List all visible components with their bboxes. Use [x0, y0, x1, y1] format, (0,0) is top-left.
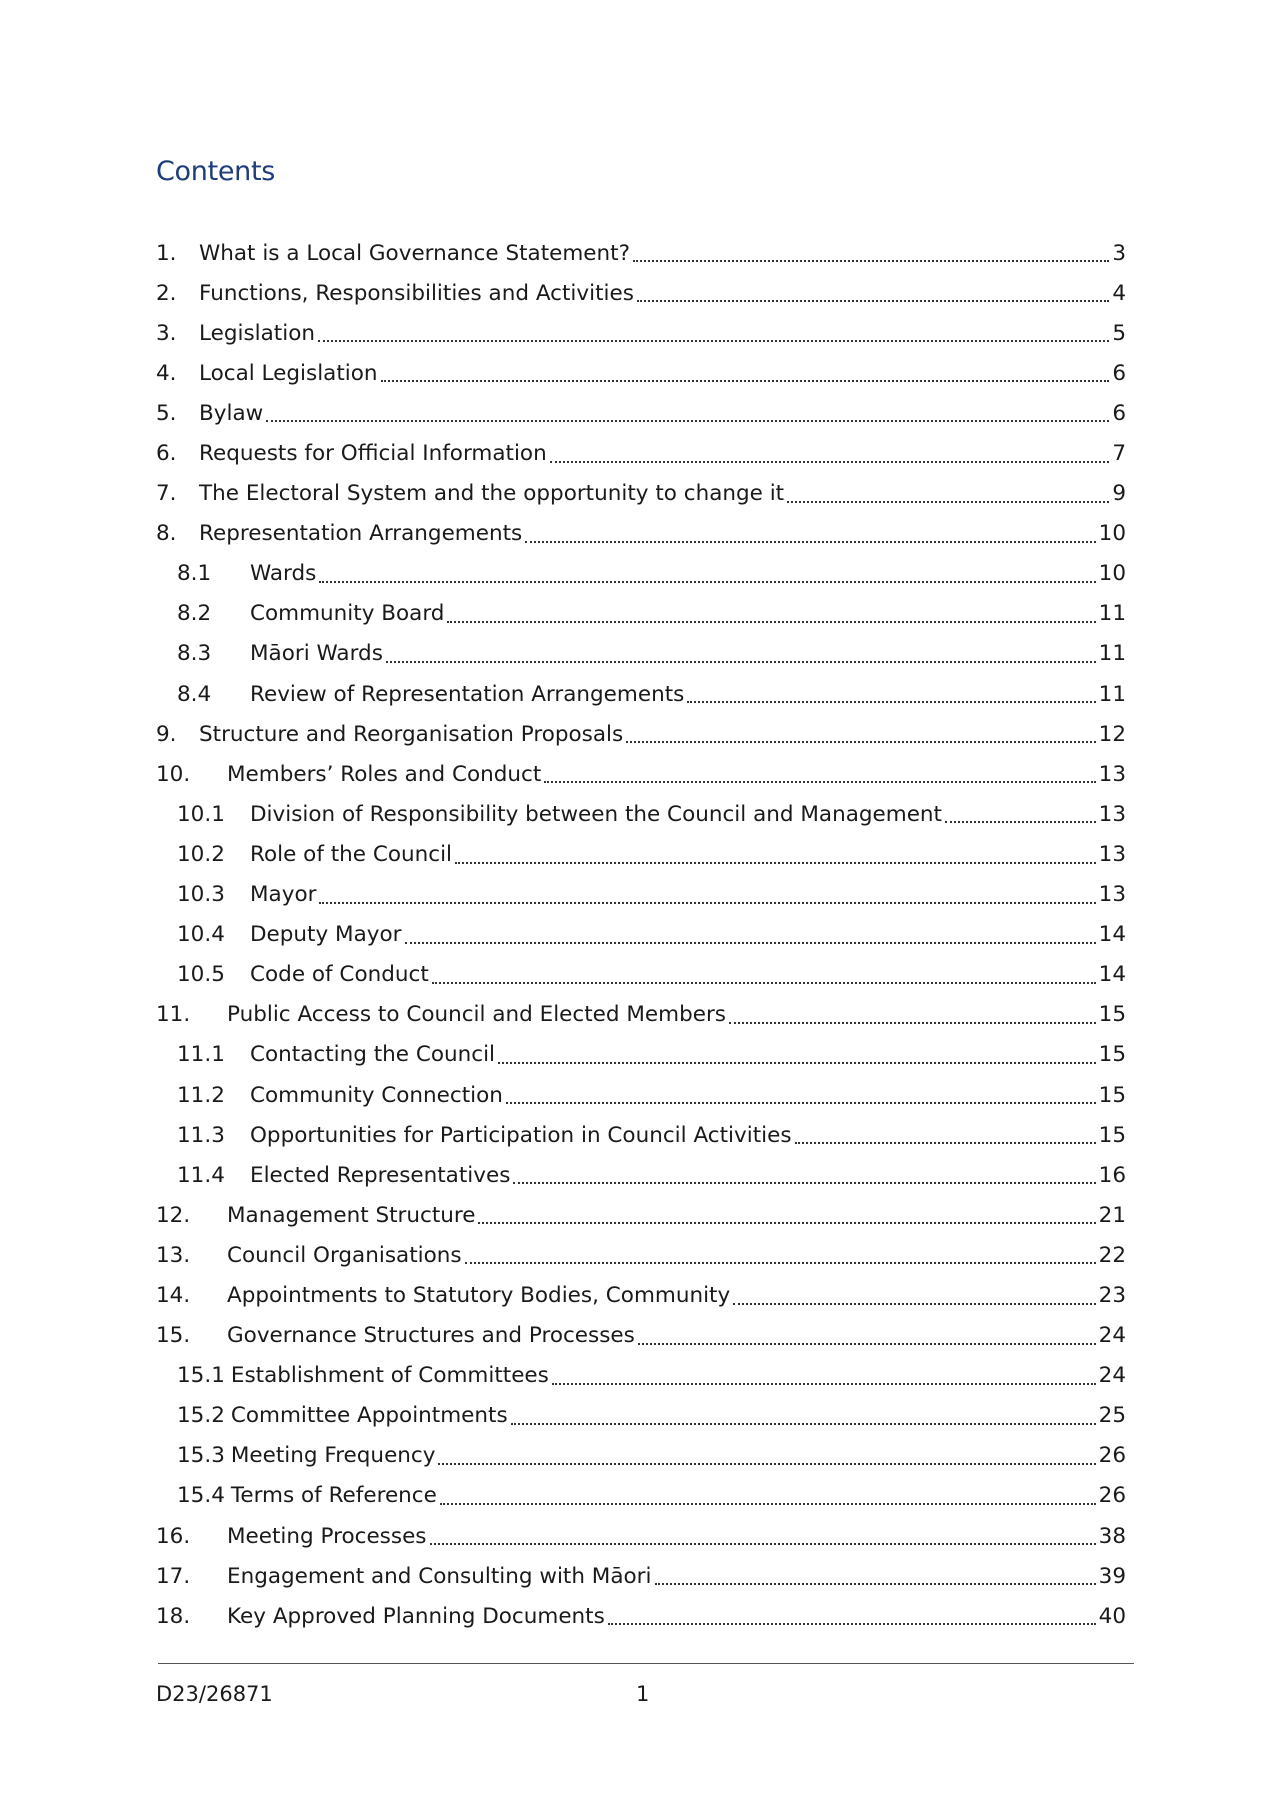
toc-entry[interactable]: [156, 433, 1126, 473]
toc-entry-page: 11: [1098, 681, 1126, 707]
dot-leader: [544, 781, 1095, 783]
toc-entry[interactable]: [156, 1476, 1126, 1516]
toc-entry-title: Wards: [250, 561, 317, 587]
dot-leader: [637, 300, 1109, 302]
toc-entry-number: 8.4: [177, 681, 212, 707]
toc-entry-number: 9.: [156, 721, 177, 747]
toc-entry-title: Elected Representatives: [250, 1162, 511, 1188]
toc-entry-title: The Electoral System and the opportunity to change it: [199, 481, 785, 507]
toc-entry[interactable]: [156, 794, 1126, 834]
toc-entry-title: Requests for Official Information: [199, 441, 547, 467]
toc-entry-page: 6: [1112, 360, 1126, 386]
toc-entry-number: 15.1: [177, 1363, 225, 1389]
toc-entry[interactable]: [156, 1436, 1126, 1476]
dot-leader: [608, 1623, 1096, 1625]
toc-entry-page: 15: [1098, 1042, 1126, 1068]
toc-entry-number: 8.: [156, 521, 177, 547]
toc-entry[interactable]: [156, 955, 1126, 995]
toc-entry-title: Public Access to Council and Elected Members: [227, 1002, 727, 1028]
toc-entry-title: Representation Arrangements: [199, 521, 523, 547]
dot-leader: [319, 581, 1095, 583]
document-reference: D23/26871: [156, 1682, 273, 1706]
toc-entry-title: Key Approved Planning Documents: [227, 1603, 605, 1629]
toc-entry[interactable]: [156, 353, 1126, 393]
dot-leader: [498, 1062, 1096, 1064]
toc-entry-number: 10.1: [177, 801, 225, 827]
table-of-contents: [156, 233, 1126, 1636]
footer-divider: [158, 1663, 1134, 1664]
dot-leader: [511, 1423, 1096, 1425]
toc-entry-page: 12: [1098, 721, 1126, 747]
toc-entry-number: 11.4: [177, 1162, 225, 1188]
toc-entry-number: 2.: [156, 280, 177, 306]
toc-entry[interactable]: [156, 1316, 1126, 1356]
toc-entry-number: 11.2: [177, 1082, 225, 1108]
toc-entry-page: 4: [1112, 280, 1126, 306]
toc-entry-title: Opportunities for Participation in Council Activities: [250, 1122, 792, 1148]
toc-entry-title: Māori Wards: [250, 641, 383, 667]
toc-entry[interactable]: [156, 634, 1126, 674]
toc-entry-number: 7.: [156, 481, 177, 507]
toc-entry-page: 22: [1098, 1242, 1126, 1268]
dot-leader: [550, 461, 1110, 463]
dot-leader: [638, 1343, 1096, 1345]
toc-entry[interactable]: [156, 474, 1126, 514]
toc-entry-page: 26: [1098, 1443, 1126, 1469]
toc-entry-title: Bylaw: [199, 400, 264, 426]
toc-entry-page: 13: [1098, 761, 1126, 787]
toc-entry-page: 39: [1098, 1563, 1126, 1589]
toc-entry-number: 16.: [156, 1523, 191, 1549]
toc-entry-page: 26: [1098, 1483, 1126, 1509]
toc-entry-page: 15: [1098, 1002, 1126, 1028]
toc-entry[interactable]: [156, 594, 1126, 634]
toc-entry[interactable]: [156, 313, 1126, 353]
toc-entry-title: Management Structure: [227, 1202, 476, 1228]
toc-entry-number: 11.: [156, 1002, 191, 1028]
toc-entry-number: 18.: [156, 1603, 191, 1629]
toc-entry-number: 8.3: [177, 641, 212, 667]
toc-entry-title: Meeting Frequency: [230, 1443, 436, 1469]
toc-entry-page: 23: [1098, 1282, 1126, 1308]
toc-entry-title: Establishment of Committees: [230, 1363, 549, 1389]
toc-entry-page: 9: [1112, 481, 1126, 507]
toc-entry-number: 1.: [156, 240, 177, 266]
toc-entry-title: Appointments to Statutory Bodies, Community: [227, 1282, 731, 1308]
dot-leader: [319, 902, 1095, 904]
toc-entry-number: 10.4: [177, 922, 225, 948]
toc-entry-page: 11: [1098, 601, 1126, 627]
dot-leader: [626, 741, 1095, 743]
toc-entry[interactable]: [156, 393, 1126, 433]
toc-entry-title: Community Connection: [250, 1082, 503, 1108]
toc-entry-title: Role of the Council: [250, 841, 453, 867]
toc-entry-title: Functions, Responsibilities and Activities: [199, 280, 634, 306]
toc-entry-number: 10.2: [177, 841, 225, 867]
toc-entry-title: Division of Responsibility between the Council and Management: [250, 801, 942, 827]
dot-leader: [513, 1182, 1095, 1184]
toc-entry-number: 10.3: [177, 882, 225, 908]
toc-entry-page: 5: [1112, 320, 1126, 346]
toc-entry[interactable]: [156, 1115, 1126, 1155]
toc-entry-page: 25: [1098, 1403, 1126, 1429]
toc-entry-page: 13: [1098, 801, 1126, 827]
toc-entry-title: Terms of Reference: [230, 1483, 437, 1509]
toc-entry[interactable]: [156, 1516, 1126, 1556]
toc-entry-page: 14: [1098, 922, 1126, 948]
toc-entry[interactable]: [156, 1275, 1126, 1315]
dot-leader: [552, 1383, 1096, 1385]
toc-entry-title: Community Board: [250, 601, 445, 627]
toc-entry-number: 3.: [156, 320, 177, 346]
toc-entry[interactable]: [156, 1356, 1126, 1396]
toc-entry[interactable]: [156, 1235, 1126, 1275]
toc-entry[interactable]: [156, 1556, 1126, 1596]
dot-leader: [795, 1142, 1096, 1144]
toc-entry-number: 15.: [156, 1323, 191, 1349]
toc-entry[interactable]: [156, 875, 1126, 915]
dot-leader: [506, 1102, 1096, 1104]
toc-entry-title: Engagement and Consulting with Māori: [227, 1563, 652, 1589]
dot-leader: [455, 862, 1096, 864]
toc-entry-title: Code of Conduct: [250, 962, 429, 988]
toc-entry-number: 5.: [156, 400, 177, 426]
toc-entry-page: 6: [1112, 400, 1126, 426]
toc-entry-page: 24: [1098, 1323, 1126, 1349]
dot-leader: [440, 1503, 1096, 1505]
toc-entry-page: 13: [1098, 882, 1126, 908]
toc-entry-number: 11.1: [177, 1042, 225, 1068]
toc-entry[interactable]: [156, 674, 1126, 714]
toc-entry[interactable]: [156, 1596, 1126, 1636]
dot-leader: [633, 260, 1109, 262]
dot-leader: [655, 1583, 1096, 1585]
toc-entry[interactable]: [156, 834, 1126, 874]
toc-entry-title: Legislation: [199, 320, 315, 346]
dot-leader: [447, 621, 1095, 623]
toc-entry-page: 14: [1098, 962, 1126, 988]
toc-entry[interactable]: [156, 514, 1126, 554]
toc-entry-number: 13.: [156, 1242, 191, 1268]
toc-entry-title: Structure and Reorganisation Proposals: [199, 721, 624, 747]
dot-leader: [465, 1262, 1096, 1264]
toc-entry-page: 10: [1098, 521, 1126, 547]
toc-entry-page: 24: [1098, 1363, 1126, 1389]
toc-entry-number: 10.: [156, 761, 191, 787]
dot-leader: [432, 982, 1096, 984]
toc-entry-number: 15.4: [177, 1483, 225, 1509]
toc-entry[interactable]: [156, 1396, 1126, 1436]
dot-leader: [381, 380, 1110, 382]
toc-entry-title: Committee Appointments: [230, 1403, 508, 1429]
toc-entry[interactable]: [156, 995, 1126, 1035]
toc-entry-title: Local Legislation: [199, 360, 378, 386]
toc-entry[interactable]: [156, 273, 1126, 313]
page-number: 1: [636, 1682, 650, 1706]
dot-leader: [787, 501, 1109, 503]
dot-leader: [266, 420, 1109, 422]
toc-entry-number: 8.2: [177, 601, 212, 627]
toc-entry-page: 13: [1098, 841, 1126, 867]
toc-entry-title: Governance Structures and Processes: [227, 1323, 635, 1349]
toc-entry-page: 7: [1112, 441, 1126, 467]
page-title: Contents: [156, 156, 276, 187]
toc-entry-number: 14.: [156, 1282, 191, 1308]
toc-entry-page: 15: [1098, 1082, 1126, 1108]
toc-entry-page: 15: [1098, 1122, 1126, 1148]
toc-entry-title: What is a Local Governance Statement?: [199, 240, 630, 266]
dot-leader: [438, 1463, 1095, 1465]
toc-entry-title: Deputy Mayor: [250, 922, 402, 948]
toc-entry-title: Review of Representation Arrangements: [250, 681, 685, 707]
toc-entry[interactable]: [156, 1195, 1126, 1235]
toc-entry-number: 4.: [156, 360, 177, 386]
toc-entry-page: 3: [1112, 240, 1126, 266]
toc-entry-number: 11.3: [177, 1122, 225, 1148]
toc-entry-number: 8.1: [177, 561, 212, 587]
toc-entry-number: 17.: [156, 1563, 191, 1589]
toc-entry-title: Contacting the Council: [250, 1042, 496, 1068]
toc-entry-title: Meeting Processes: [227, 1523, 427, 1549]
toc-entry-title: Mayor: [250, 882, 317, 908]
toc-entry-page: 10: [1098, 561, 1126, 587]
toc-entry-page: 21: [1098, 1202, 1126, 1228]
dot-leader: [687, 701, 1095, 703]
dot-leader: [405, 942, 1096, 944]
dot-leader: [733, 1303, 1095, 1305]
toc-entry-title: Members’ Roles and Conduct: [227, 761, 542, 787]
toc-entry[interactable]: [156, 233, 1126, 273]
toc-entry-page: 38: [1098, 1523, 1126, 1549]
toc-entry-number: 15.3: [177, 1443, 225, 1469]
dot-leader: [525, 541, 1095, 543]
dot-leader: [729, 1022, 1096, 1024]
toc-entry-number: 15.2: [177, 1403, 225, 1429]
dot-leader: [430, 1543, 1096, 1545]
toc-entry-number: 10.5: [177, 962, 225, 988]
toc-entry-page: 11: [1098, 641, 1126, 667]
toc-entry-title: Council Organisations: [227, 1242, 462, 1268]
dot-leader: [318, 340, 1109, 342]
dot-leader: [478, 1222, 1095, 1224]
dot-leader: [386, 661, 1096, 663]
toc-entry[interactable]: [156, 1155, 1126, 1195]
toc-entry-number: 6.: [156, 441, 177, 467]
toc-entry-page: 16: [1098, 1162, 1126, 1188]
toc-entry-number: 12.: [156, 1202, 191, 1228]
toc-entry[interactable]: [156, 554, 1126, 594]
toc-entry[interactable]: [156, 1035, 1126, 1075]
toc-entry[interactable]: [156, 754, 1126, 794]
toc-entry[interactable]: [156, 1075, 1126, 1115]
toc-entry[interactable]: [156, 915, 1126, 955]
toc-entry[interactable]: [156, 714, 1126, 754]
dot-leader: [945, 821, 1096, 823]
toc-entry-page: 40: [1098, 1603, 1126, 1629]
